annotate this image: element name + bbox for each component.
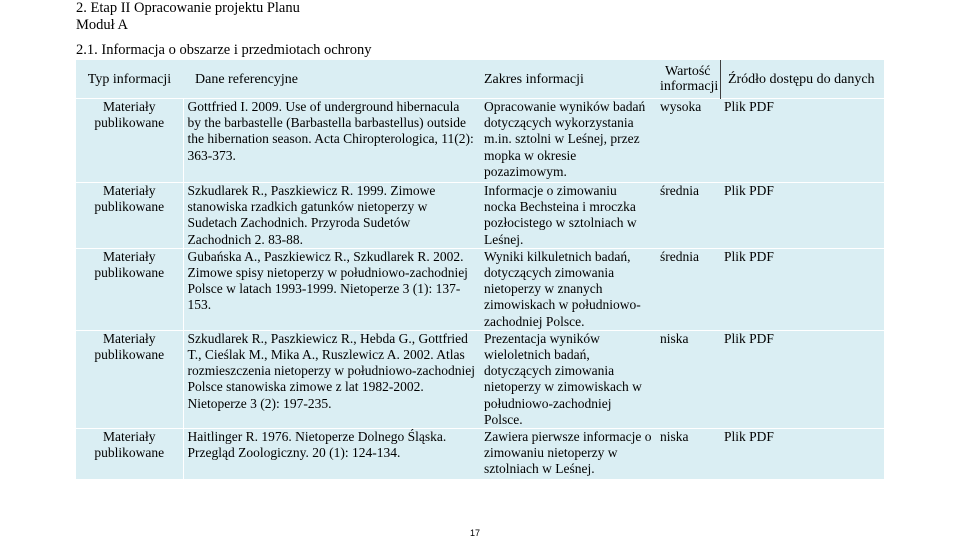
header-refs: Dane referencyjne [183,60,480,99]
cell-value: niska [656,330,720,428]
table-row [76,429,884,479]
cell-source: Plik PDF [720,248,884,330]
cell-value: średnia [656,248,720,330]
cell-source: Plik PDF [720,183,884,249]
cell-type: Materiały publikowane [76,429,183,479]
header-source: Źródło dostępu do danych [720,60,884,99]
table-row [76,183,884,249]
cell-refs: Gubańska A., Paszkiewicz R., Szkudlarek R. 2002. Zimowe spisy nietoperzy w południowo-zachodniej Polsce w latach 1993-1999. Nietoperze 3 (1): 137-153. [183,248,480,330]
header-scope: Zakres informacji [480,60,656,99]
cell-type: Materiały publikowane [76,248,183,330]
cell-refs: Szkudlarek R., Paszkiewicz R., Hebda G., Gottfried T., Cieślak M., Mika A., Ruszlewicz A. 2002. Atlas rozmieszczenia nietoperzy w południowo-zachodniej Polsce stanowiska zimowe z lat 1982-2002. Nietoperze 3 (2): 197-235. [183,330,480,428]
cell-refs: Gottfried I. 2009. Use of underground hibernacula by the barbastelle (Barbastella barbastellus) outside the hibernation season. Acta Chiropterologica, 11(2): 363-373. [183,99,480,183]
section-heading: 2.1. Informacja o obszarze i przedmiotach ochrony [76,42,372,58]
cell-value: średnia [656,183,720,249]
table-row [76,248,884,330]
cell-value: wysoka [656,99,720,183]
cell-source: Plik PDF [720,99,884,183]
cell-refs: Haitlinger R. 1976. Nietoperze Dolnego Śląska. Przegląd Zoologiczny. 20 (1): 124-134. [183,429,480,479]
cell-source: Plik PDF [720,429,884,479]
header-value: Wartość informacji [656,60,720,99]
page-number: 17 [470,528,481,538]
table-row [76,330,884,428]
cell-source: Plik PDF [720,330,884,428]
cell-type: Materiały publikowane [76,183,183,249]
cell-refs: Szkudlarek R., Paszkiewicz R. 1999. Zimowe stanowiska rzadkich gatunków nietoperzy w Sudetach Zachodnich. Przyroda Sudetów Zachodnich 2. 83-88. [183,183,480,249]
cell-scope: Opracowanie wyników badań dotyczących wykorzystania m.in. sztolni w Leśnej, przez mopka w okresie pozazimowym. [480,99,656,183]
table-header-row [76,60,884,99]
module-heading: Moduł A [76,17,128,33]
cell-scope: Prezentacja wyników wieloletnich badań, dotyczących zimowania nietoperzy w zimowiskach w południowo-zachodniej Polsce. [480,330,656,428]
header-type: Typ informacji [76,60,183,99]
table-row [76,99,884,183]
cell-scope: Wyniki kilkuletnich badań, dotyczących zimowania nietoperzy w znanych zimowiskach w południowo-zachodniej Polsce. [480,248,656,330]
information-table [76,60,884,479]
cell-scope: Informacje o zimowaniu nocka Bechsteina i mroczka pozłocistego w sztolniach w Leśnej. [480,183,656,249]
cell-scope: Zawiera pierwsze informacje o zimowaniu nietoperzy w sztolniach w Leśnej. [480,429,656,479]
cell-type: Materiały publikowane [76,330,183,428]
chapter-heading: 2. Etap II Opracowanie projektu Planu [76,0,300,16]
cell-value: niska [656,429,720,479]
cell-type: Materiały publikowane [76,99,183,183]
